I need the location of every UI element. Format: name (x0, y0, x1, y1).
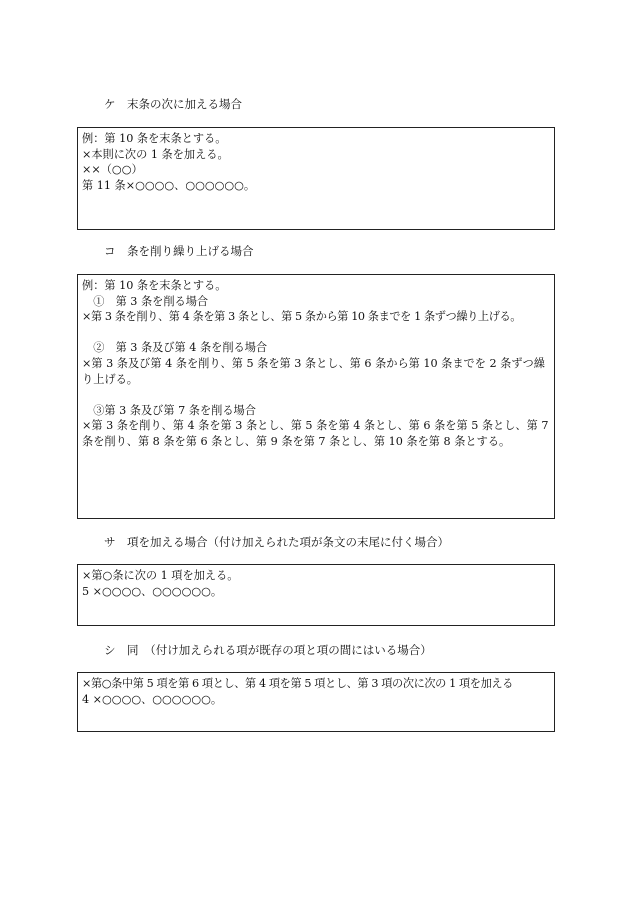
example-box-ko (77, 274, 555, 519)
section-heading-sa: サ 項を加える場合（付け加えられた項が条文の末尾に付く場合） (104, 535, 449, 549)
box-line: ③第 3 条及び第 7 条を削る場合 (82, 403, 256, 417)
example-box-shi (77, 672, 555, 732)
box-line: ×本則に次の 1 条を加える。 (82, 147, 229, 161)
section-heading-ke: ケ 末条の次に加える場合 (104, 97, 242, 111)
box-line: ×第 3 条を削り、第 4 条を第 3 条とし、第 5 条から第 10 条までを 1 条ずつ繰り上げる。 (82, 310, 522, 324)
box-line: 4 ×○○○○、○○○○○○。 (82, 692, 223, 706)
box-line: ① 第 3 条を削る場合 (82, 294, 209, 308)
box-line: ×第○条に次の 1 項を加える。 (82, 569, 239, 582)
section-heading-ko: コ 条を削り繰り上げる場合 (104, 244, 254, 258)
box-line: 例：第 10 条を末条とする。 (82, 132, 227, 145)
box-line: 5 ×○○○○、○○○○○○。 (82, 584, 223, 598)
example-box-ke (77, 127, 555, 230)
box-line: ×第○条中第 5 項を第 6 項とし、第 4 項を第 5 項とし、第 3 項の次に次の 1 項を加える (82, 677, 513, 690)
box-line (82, 387, 550, 403)
box-line: 例：第 10 条を末条とする。 (82, 279, 227, 292)
box-line: ×第 3 条及び第 4 条を削り、第 5 条を第 3 条とし、第 6 条から第 10 条までを 2 条ずつ繰り上げる。 (82, 356, 545, 386)
section-heading-shi: シ 同 （付け加えられる項が既存の項と項の間にはいる場合） (104, 643, 432, 657)
example-box-sa (77, 564, 555, 626)
box-line: ② 第 3 条及び第 4 条を削る場合 (82, 341, 268, 355)
box-line (82, 325, 550, 341)
box-line: ××（○○） (82, 163, 143, 177)
box-line: ×第 3 条を削り、第 4 条を第 3 条とし、第 5 条を第 4 条とし、第 6 条を第 5 条とし、第 7 条を削り、第 8 条を第 6 条とし、第 9 条を第 7 条とし、第 10 条を第 8 条とする。 (82, 419, 549, 448)
box-line: 第 11 条×○○○○、○○○○○○。 (82, 178, 256, 192)
